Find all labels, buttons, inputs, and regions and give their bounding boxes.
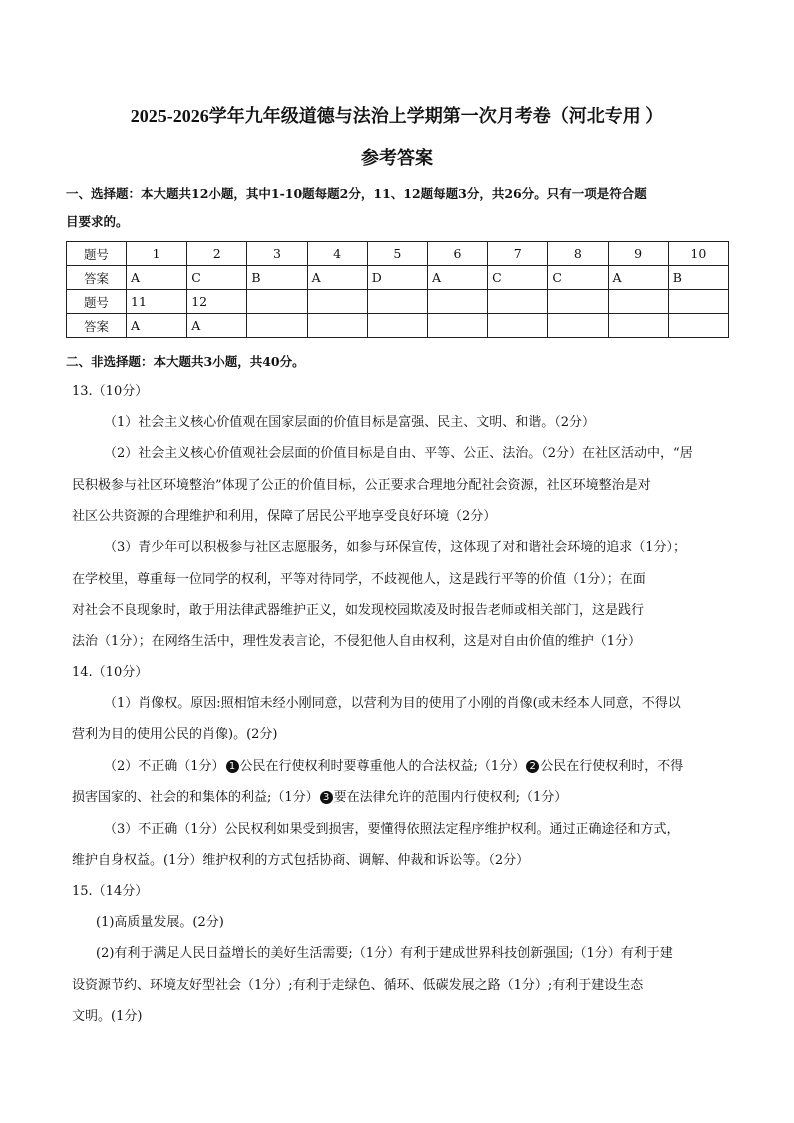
empty-cell [307,290,367,314]
answer-cell: A [608,266,668,290]
q14-part2-text-b: 公民在行使权利时要尊重他人的合法权益;（1分） [239,759,526,774]
q13-part2-line1: （2）社会主义核心价值观社会层面的价值目标是自由、平等、公正、法治。（2分）在社区活动中，“居 [104,446,693,461]
answer-cell: B [247,266,307,290]
q13-part2-line3: 社区公共资源的合理维护和利用，保障了居民公平地享受良好环境（2分） [72,509,497,524]
section1-heading-line2: 目要求的。 [66,214,129,229]
q13-part3-line1: （3）青少年可以积极参与社区志愿服务，如参与环保宣传，这体现了对和谐社会环境的追求（1分）； [104,540,687,555]
table-row [67,314,729,338]
empty-cell [247,290,307,314]
empty-cell [608,290,668,314]
empty-cell [367,290,427,314]
q15-header: 15.（14分） [72,884,149,899]
question-number-cell: 12 [187,290,247,314]
q14-part2-text-d: 损害国家的、社会的和集体的利益;（1分） [72,790,319,805]
question-number-cell: 7 [488,242,548,266]
answer-cell: C [488,266,548,290]
answer-table [66,241,729,338]
answer-cell: A [427,266,487,290]
section1-heading [66,180,730,236]
question-number-cell: 1 [127,242,187,266]
question-number-cell: 8 [548,242,608,266]
q14-part1-line1: （1）肖像权。原因:照相馆未经小刚同意，以营利为目的使用了小刚的肖像(或未经本人同意，不得以 [104,696,681,711]
empty-cell [488,290,548,314]
empty-cell [247,314,307,338]
empty-cell [548,290,608,314]
circled-number-1-icon: 1 [226,760,239,773]
answer-cell: C [187,266,247,290]
answer-cell: D [367,266,427,290]
q13-header: 13.（10分） [72,384,149,399]
question-number-cell: 4 [307,242,367,266]
table-row [67,242,729,266]
row-label-question-number: 题号 [67,290,127,314]
circled-number-2-icon: 2 [526,760,539,773]
q13-part3-line4: 法治（1分）；在网络生活中，理性发表言论，不侵犯他人自由权利，这是对自由价值的维护（1分） [72,634,642,649]
question-number-cell: 5 [367,242,427,266]
question-number-cell: 10 [668,242,728,266]
circled-number-3-icon: 3 [320,791,333,804]
q15-part2-line1: (2)有利于满足人民日益增长的美好生活需要;（1分）有利于建成世界科技创新强国;（1分）有利于建 [96,946,673,961]
empty-cell [668,290,728,314]
question-number-cell: 9 [608,242,668,266]
q14-part2-line1 [104,757,683,777]
row-label-answer: 答案 [67,314,127,338]
table-row [67,290,729,314]
empty-cell [427,290,487,314]
q13-part2-line2: 民积极参与社区环境整治”体现了公正的价值目标，公正要求合理地分配社会资源，社区环境整治是对 [72,478,651,493]
page-title: 2025-2026学年九年级道德与法治上学期第一次月考卷（河北专用 ） [130,106,664,126]
q15-part2-line2: 设资源节约、环境友好型社会（1分）;有利于走绿色、循环、低碳发展之路（1分）;有利于建设生态 [72,978,644,993]
empty-cell [668,314,728,338]
section2-heading: 二、非选择题：本大题共3小题，共40分。 [66,354,305,369]
answer-cell: A [187,314,247,338]
row-label-answer: 答案 [67,266,127,290]
question-number-cell: 6 [427,242,487,266]
q13-part3-line3: 对社会不良现象时，敢于用法律武器维护正义，如发现校园欺凌及时报告老师或相关部门，这是践行 [72,603,645,618]
q14-part1-line2: 营利为目的使用公民的肖像)。(2分) [72,727,278,742]
answer-cell: B [668,266,728,290]
q14-part3-line2: 维护自身权益。(1分）维护权利的方式包括协商、调解、仲裁和诉讼等。（2分） [72,853,530,868]
row-label-question-number: 题号 [67,242,127,266]
q13-part1: （1）社会主义核心价值观在国家层面的价值目标是富强、民主、文明、和谐。（2分） [104,415,596,430]
table-row [67,266,729,290]
answer-cell: A [307,266,367,290]
section1-heading-line1: 一、选择题：本大题共12小题，其中1-10题每题2分，11、12题每题3分，共26分。只有一项是符合题 [66,186,647,201]
empty-cell [608,314,668,338]
q14-part2-text-a: （2）不正确（1分） [104,759,225,774]
question-number-cell: 3 [247,242,307,266]
page-subtitle: 参考答案 [361,148,433,168]
answer-cell: A [127,314,187,338]
question-number-cell: 11 [127,290,187,314]
q14-header: 14.（10分） [72,665,149,680]
q14-part2-text-e: 要在法律允许的范围内行使权利;（1分） [333,790,568,805]
q13-part3-line2: 在学校里，尊重每一位同学的权利，平等对待同学，不歧视他人，这是践行平等的价值（1分）；在面 [72,572,646,587]
q14-part3-line1: （3）不正确（1分）公民权利如果受到损害，要懂得依照法定程序维护权利。通过正确途径和方式， [104,822,680,837]
empty-cell [488,314,548,338]
q15-part1: (1)高质量发展。(2分) [96,915,224,930]
answer-cell: A [127,266,187,290]
empty-cell [367,314,427,338]
answer-cell: C [548,266,608,290]
q15-part2-line3: 文明。(1分) [72,1009,143,1024]
q14-part2-line2 [72,788,567,808]
question-number-cell: 2 [187,242,247,266]
empty-cell [307,314,367,338]
empty-cell [548,314,608,338]
q14-part2-text-c: 公民在行使权利时，不得 [540,759,684,774]
empty-cell [427,314,487,338]
